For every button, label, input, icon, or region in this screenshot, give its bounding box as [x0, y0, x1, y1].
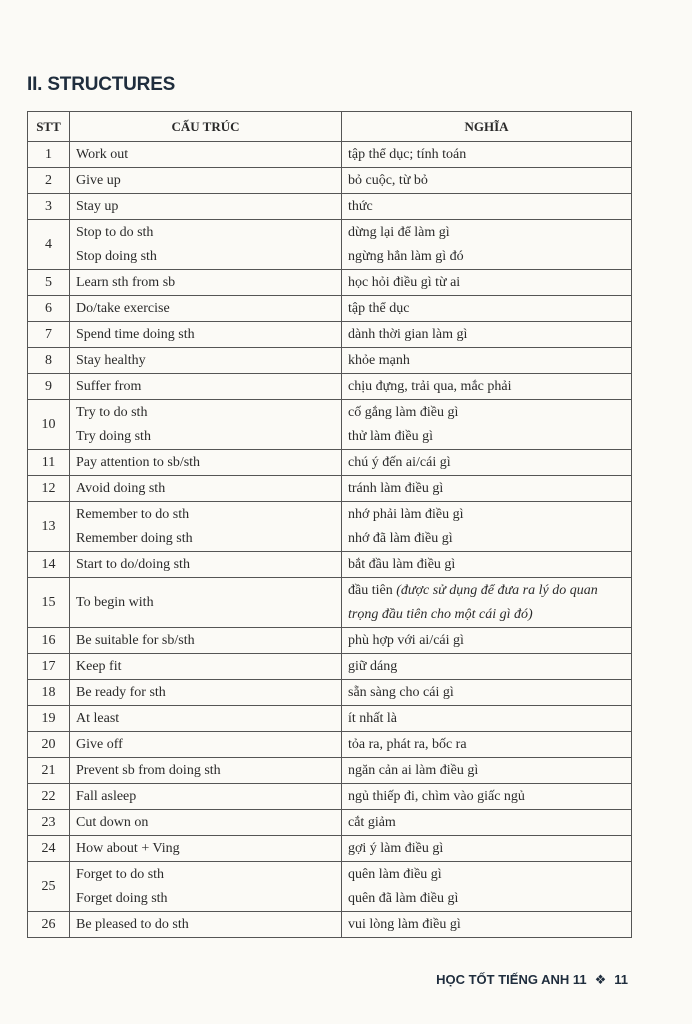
structure-text: Try to do sth	[76, 404, 148, 420]
meaning-text: sẵn sàng cho cái gì	[348, 684, 454, 700]
meaning-cell	[342, 732, 632, 758]
row-number: 19	[28, 706, 70, 732]
table-row	[28, 476, 632, 502]
meaning-text: cắt giảm	[348, 814, 396, 830]
meaning-text: thử làm điều gì	[348, 428, 433, 444]
row-number: 9	[28, 374, 70, 400]
meaning-cell	[342, 758, 632, 784]
row-number: 14	[28, 552, 70, 578]
meaning-text: bỏ cuộc, từ bỏ	[348, 172, 428, 188]
row-number: 26	[28, 912, 70, 938]
structures-table	[27, 111, 632, 938]
meaning-cell	[342, 912, 632, 938]
table-row	[28, 836, 632, 862]
structure-cell	[70, 732, 342, 758]
structure-text: How about + Ving	[76, 840, 180, 856]
meaning-text: gợi ý làm điều gì	[348, 840, 444, 856]
structure-cell	[70, 706, 342, 732]
section-title: II. STRUCTURES	[27, 74, 176, 95]
structure-cell	[70, 400, 342, 450]
row-number: 6	[28, 296, 70, 322]
meaning-cell	[342, 706, 632, 732]
structure-text: Be suitable for sb/sth	[76, 632, 195, 648]
table-row	[28, 348, 632, 374]
structure-text: Cut down on	[76, 814, 149, 830]
row-number: 17	[28, 654, 70, 680]
structure-cell	[70, 758, 342, 784]
row-number: 8	[28, 348, 70, 374]
page-number: 11	[614, 972, 628, 987]
meaning-cell	[342, 810, 632, 836]
structure-text: Do/take exercise	[76, 300, 170, 316]
meaning-text: tập thể dục	[348, 300, 410, 316]
structure-cell	[70, 296, 342, 322]
row-number: 21	[28, 758, 70, 784]
table-row	[28, 450, 632, 476]
meaning-cell	[342, 348, 632, 374]
meaning-cell	[342, 168, 632, 194]
row-number: 4	[28, 220, 70, 270]
row-number: 12	[28, 476, 70, 502]
meaning-text: ngừng hẳn làm gì đó	[348, 248, 464, 264]
structure-cell	[70, 270, 342, 296]
meaning-text: tỏa ra, phát ra, bốc ra	[348, 736, 467, 752]
row-number: 16	[28, 628, 70, 654]
meaning-text: phù hợp với ai/cái gì	[348, 632, 464, 648]
meaning-text: ngủ thiếp đi, chìm vào giấc ngủ	[348, 788, 525, 804]
structure-cell	[70, 476, 342, 502]
row-number: 23	[28, 810, 70, 836]
table-row	[28, 862, 632, 912]
meaning-text: cố gắng làm điều gì	[348, 404, 459, 420]
meaning-cell	[342, 476, 632, 502]
meaning-cell	[342, 374, 632, 400]
meaning-text: nhớ phải làm điều gì	[348, 506, 464, 522]
table-row	[28, 142, 632, 168]
meaning-text: chịu đựng, trải qua, mắc phải	[348, 378, 512, 394]
structure-text: Fall asleep	[76, 788, 137, 804]
header-meaning: NGHĨA	[342, 112, 632, 142]
row-number: 24	[28, 836, 70, 862]
table-header-row	[28, 112, 632, 142]
row-number: 10	[28, 400, 70, 450]
book-title: HỌC TỐT TIẾNG ANH 11	[436, 972, 587, 987]
meaning-text: giữ dáng	[348, 658, 398, 674]
structure-text: Pay attention to sb/sth	[76, 454, 201, 470]
row-number: 7	[28, 322, 70, 348]
structure-text: Give off	[76, 736, 123, 752]
table-row	[28, 552, 632, 578]
meaning-text: vui lòng làm điều gì	[348, 916, 461, 932]
structure-cell	[70, 912, 342, 938]
structure-cell	[70, 578, 342, 628]
meaning-note: (được sử dụng để đưa ra lý do quan trọng đầu tiên cho một cái gì đó)	[348, 582, 598, 622]
meaning-cell	[342, 142, 632, 168]
structure-cell	[70, 836, 342, 862]
structure-cell	[70, 862, 342, 912]
meaning-text: tránh làm điều gì	[348, 480, 444, 496]
table-row	[28, 400, 632, 450]
row-number: 15	[28, 578, 70, 628]
structure-cell	[70, 348, 342, 374]
table-row	[28, 270, 632, 296]
table-row	[28, 296, 632, 322]
table-row	[28, 628, 632, 654]
table-row	[28, 912, 632, 938]
meaning-text: quên đã làm điều gì	[348, 890, 459, 906]
row-number: 25	[28, 862, 70, 912]
structure-text: Stay healthy	[76, 352, 146, 368]
structure-text: Forget to do sth	[76, 866, 165, 882]
structure-cell	[70, 784, 342, 810]
structure-text: Spend time doing sth	[76, 326, 195, 342]
page-footer	[436, 972, 628, 988]
table-row	[28, 758, 632, 784]
meaning-cell	[342, 654, 632, 680]
structure-text: Forget doing sth	[76, 890, 168, 906]
table-row	[28, 220, 632, 270]
table-body	[28, 142, 632, 938]
structure-cell	[70, 502, 342, 552]
meaning-text: tập thể dục; tính toán	[348, 146, 467, 162]
table-row	[28, 732, 632, 758]
separator-glyph: ❖	[594, 972, 607, 987]
structure-text: Try doing sth	[76, 428, 151, 444]
structure-cell	[70, 194, 342, 220]
meaning-text: ít nhất là	[348, 710, 397, 726]
meaning-text: chú ý đến ai/cái gì	[348, 454, 451, 470]
table-row	[28, 810, 632, 836]
header-structure: CẤU TRÚC	[70, 112, 342, 142]
meaning-text: quên làm điều gì	[348, 866, 442, 882]
meaning-text: thức	[348, 198, 373, 214]
row-number: 2	[28, 168, 70, 194]
meaning-cell	[342, 400, 632, 450]
structure-text: Be pleased to do sth	[76, 916, 189, 932]
header-stt: STT	[28, 112, 70, 142]
meaning-cell	[342, 578, 632, 628]
structure-text: Stop doing sth	[76, 248, 157, 264]
meaning-cell	[342, 502, 632, 552]
row-number: 20	[28, 732, 70, 758]
structure-cell	[70, 628, 342, 654]
structure-cell	[70, 450, 342, 476]
structure-cell	[70, 374, 342, 400]
meaning-text: bắt đầu làm điều gì	[348, 556, 456, 572]
structure-text: Prevent sb from doing sth	[76, 762, 221, 778]
meaning-text: nhớ đã làm điều gì	[348, 530, 453, 546]
meaning-cell	[342, 680, 632, 706]
row-number: 3	[28, 194, 70, 220]
table-row	[28, 502, 632, 552]
structure-cell	[70, 168, 342, 194]
meaning-cell	[342, 450, 632, 476]
structure-text: Remember doing sth	[76, 530, 193, 546]
row-number: 18	[28, 680, 70, 706]
structure-cell	[70, 680, 342, 706]
table-row	[28, 578, 632, 628]
structure-cell	[70, 322, 342, 348]
meaning-text: ngăn cản ai làm điều gì	[348, 762, 479, 778]
meaning-cell	[342, 552, 632, 578]
meaning-text: dành thời gian làm gì	[348, 326, 468, 342]
structure-cell	[70, 220, 342, 270]
meaning-text: dừng lại để làm gì	[348, 224, 450, 240]
structure-text: Keep fit	[76, 658, 122, 674]
structure-text: Remember to do sth	[76, 506, 190, 522]
row-number: 13	[28, 502, 70, 552]
structure-cell	[70, 810, 342, 836]
row-number: 5	[28, 270, 70, 296]
meaning-text: học hỏi điều gì từ ai	[348, 274, 461, 290]
table-row	[28, 322, 632, 348]
structure-text: Give up	[76, 172, 121, 188]
meaning-cell	[342, 296, 632, 322]
structure-cell	[70, 142, 342, 168]
structure-text: At least	[76, 710, 120, 726]
meaning-cell	[342, 862, 632, 912]
table-row	[28, 680, 632, 706]
structure-text: Avoid doing sth	[76, 480, 166, 496]
row-number: 11	[28, 450, 70, 476]
meaning-cell	[342, 194, 632, 220]
structure-text: To begin with	[76, 594, 154, 610]
structure-text: Start to do/doing sth	[76, 556, 190, 572]
structure-text: Be ready for sth	[76, 684, 166, 700]
table-row	[28, 706, 632, 732]
row-number: 1	[28, 142, 70, 168]
structure-text: Stop to do sth	[76, 224, 154, 240]
structure-text: Stay up	[76, 198, 119, 214]
structure-cell	[70, 654, 342, 680]
table-row	[28, 168, 632, 194]
meaning-cell	[342, 322, 632, 348]
table-row	[28, 374, 632, 400]
structure-text: Suffer from	[76, 378, 142, 394]
structure-text: Learn sth from sb	[76, 274, 176, 290]
meaning-cell	[342, 836, 632, 862]
row-number: 22	[28, 784, 70, 810]
meaning-cell	[342, 270, 632, 296]
meaning-cell	[342, 784, 632, 810]
table-row	[28, 654, 632, 680]
structure-text: Work out	[76, 146, 129, 162]
structure-cell	[70, 552, 342, 578]
meaning-text: đầu tiên	[348, 582, 393, 598]
table-row	[28, 784, 632, 810]
meaning-text: khỏe mạnh	[348, 352, 410, 368]
table-row	[28, 194, 632, 220]
meaning-cell	[342, 628, 632, 654]
meaning-cell	[342, 220, 632, 270]
